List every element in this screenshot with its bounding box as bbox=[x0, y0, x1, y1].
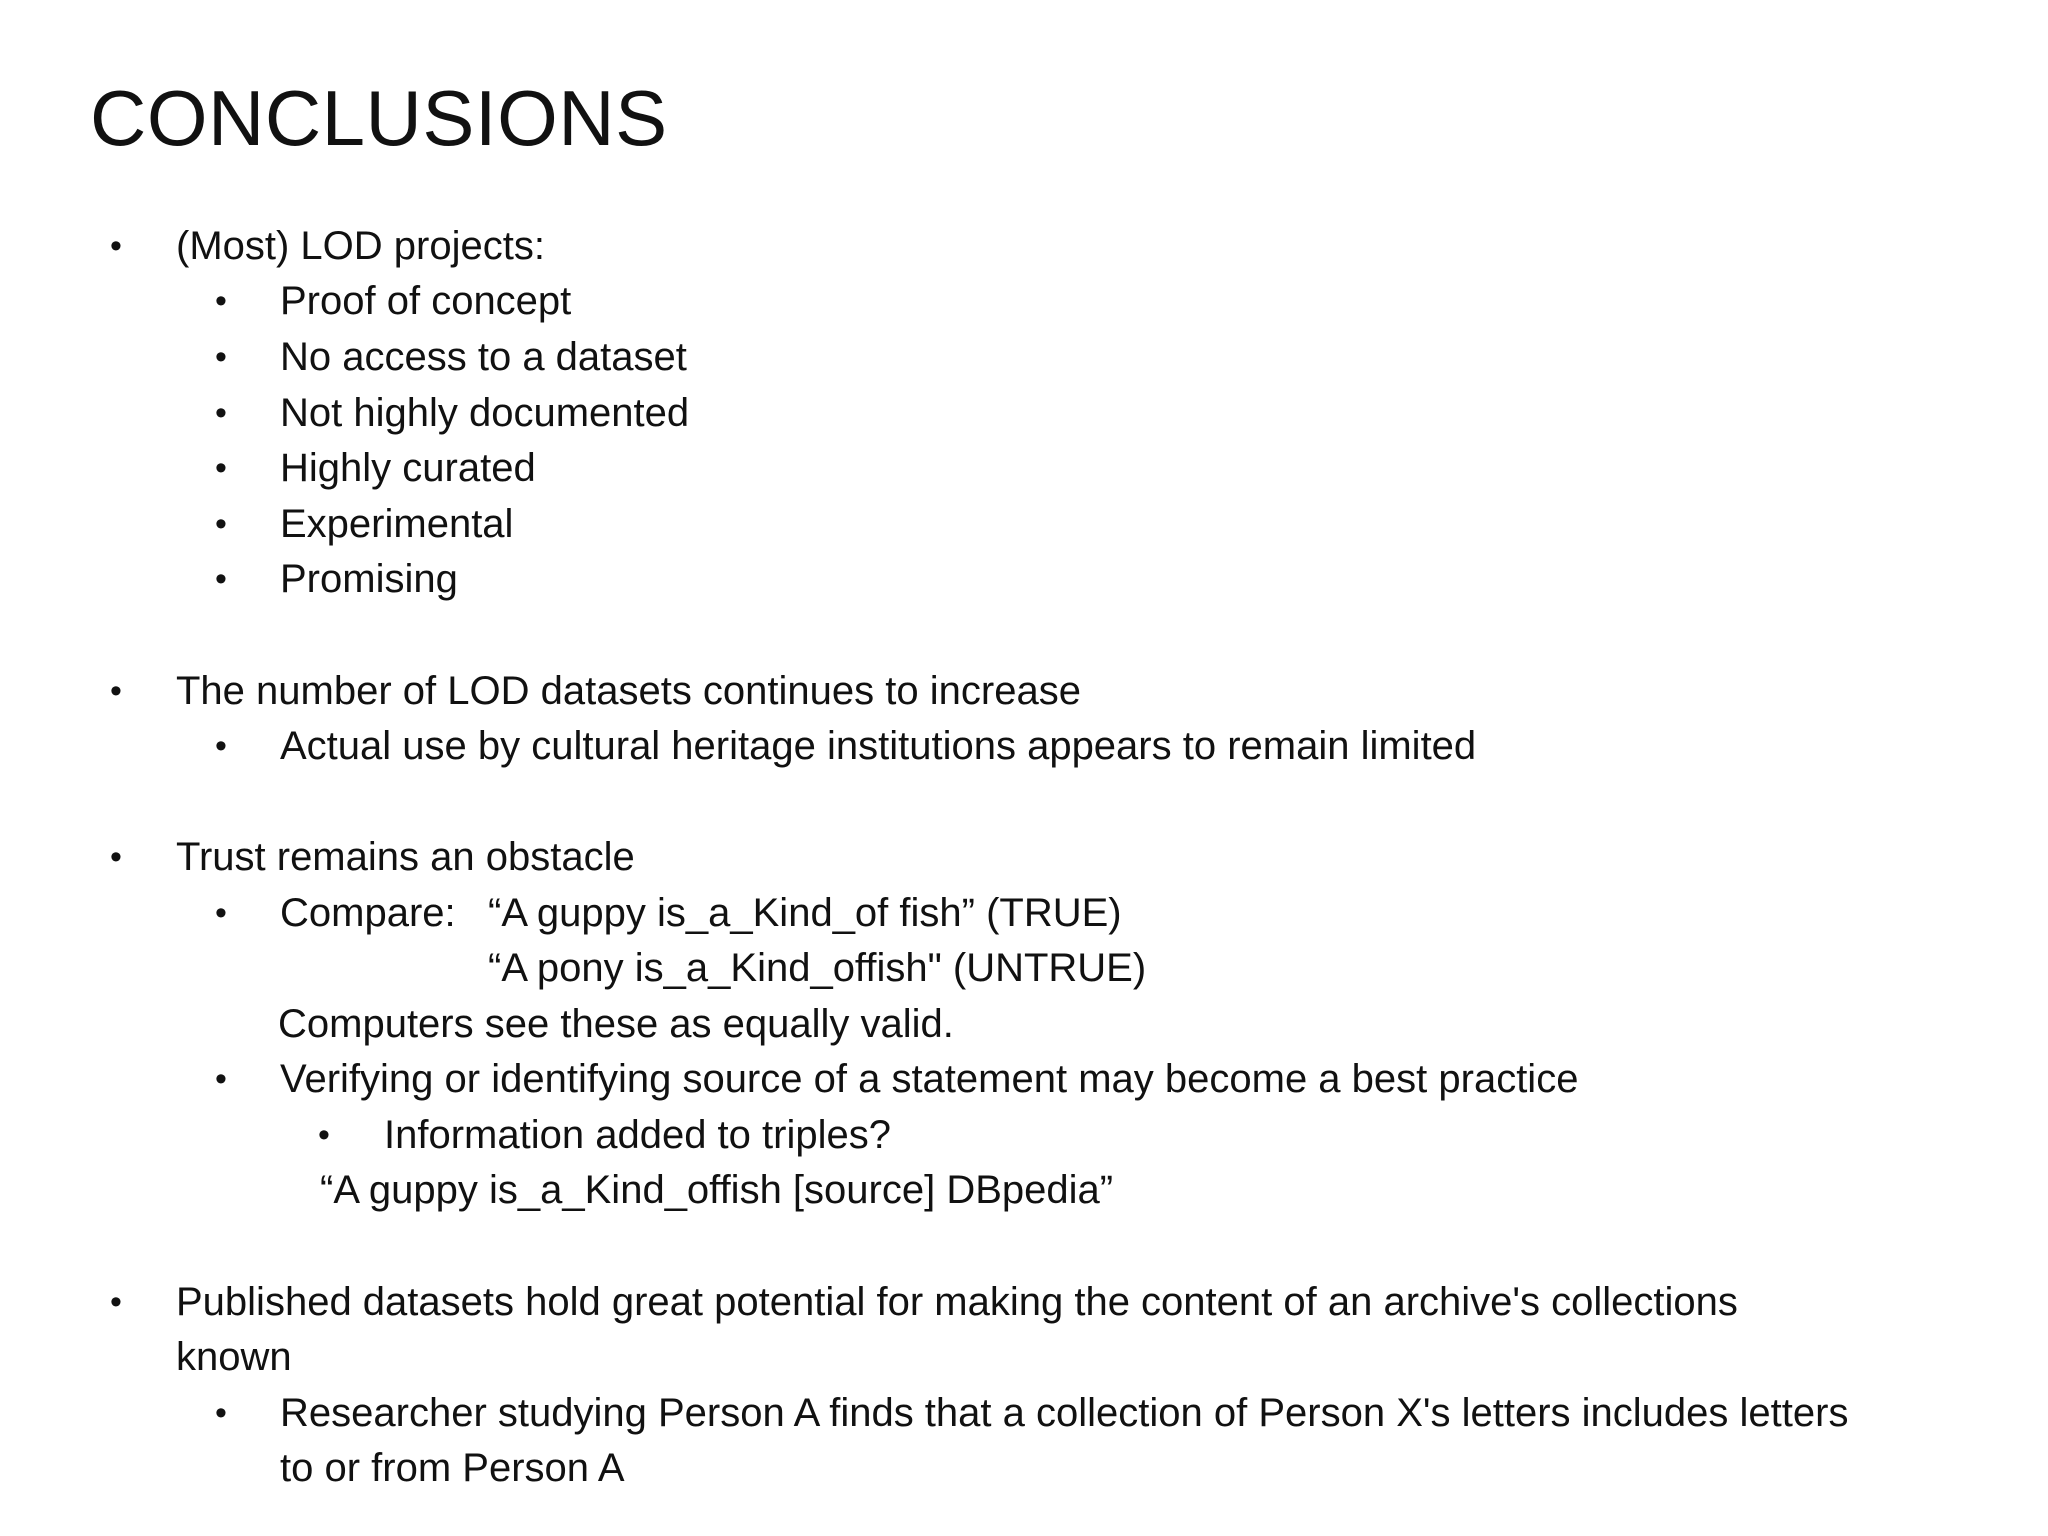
section2-heading: The number of LOD datasets continues to increase bbox=[176, 669, 1081, 713]
compare-label: Compare: bbox=[280, 891, 456, 935]
list-item: Not highly documented bbox=[280, 391, 690, 435]
section4-heading: Published datasets hold great potential for making the content of an archive's collections bbox=[176, 1280, 1738, 1324]
compare-untrue-statement: “A pony is_a_Kind_offish" (UNTRUE) bbox=[488, 946, 1147, 990]
bullet-icon: • bbox=[215, 449, 227, 487]
bullet-icon: • bbox=[215, 727, 227, 765]
list-item: Proof of concept bbox=[280, 279, 572, 323]
bullet-icon: • bbox=[110, 838, 122, 876]
list-item: Actual use by cultural heritage institutions appears to remain limited bbox=[280, 724, 1477, 768]
list-item: Information added to triples? bbox=[384, 1113, 891, 1157]
computers-note: Computers see these as equally valid. bbox=[278, 1002, 954, 1046]
bullet-icon: • bbox=[215, 1060, 227, 1098]
list-item: Highly curated bbox=[280, 446, 536, 490]
bullet-icon: • bbox=[215, 394, 227, 432]
bullet-icon: • bbox=[215, 1394, 227, 1432]
section4-heading-cont: known bbox=[176, 1335, 292, 1379]
list-item: Promising bbox=[280, 557, 458, 601]
bullet-icon: • bbox=[215, 338, 227, 376]
bullet-icon: • bbox=[318, 1116, 330, 1154]
section1-heading: (Most) LOD projects: bbox=[176, 224, 545, 268]
list-item: No access to a dataset bbox=[280, 335, 687, 379]
slide-title: CONCLUSIONS bbox=[90, 74, 668, 162]
source-example: “A guppy is_a_Kind_offish [source] DBpedia” bbox=[320, 1168, 1114, 1212]
list-item: Verifying or identifying source of a statement may become a best practice bbox=[280, 1057, 1579, 1101]
list-item-cont: to or from Person A bbox=[280, 1446, 625, 1490]
bullet-icon: • bbox=[110, 672, 122, 710]
bullet-icon: • bbox=[215, 505, 227, 543]
bullet-icon: • bbox=[215, 894, 227, 932]
list-item: Researcher studying Person A finds that a collection of Person X's letters includes letters bbox=[280, 1391, 1849, 1435]
bullet-icon: • bbox=[110, 1283, 122, 1321]
bullet-icon: • bbox=[215, 282, 227, 320]
bullet-icon: • bbox=[110, 227, 122, 265]
bullet-icon: • bbox=[215, 560, 227, 598]
list-item: Experimental bbox=[280, 502, 514, 546]
compare-true-statement: “A guppy is_a_Kind_of fish” (TRUE) bbox=[488, 891, 1122, 935]
section3-heading: Trust remains an obstacle bbox=[176, 835, 635, 879]
